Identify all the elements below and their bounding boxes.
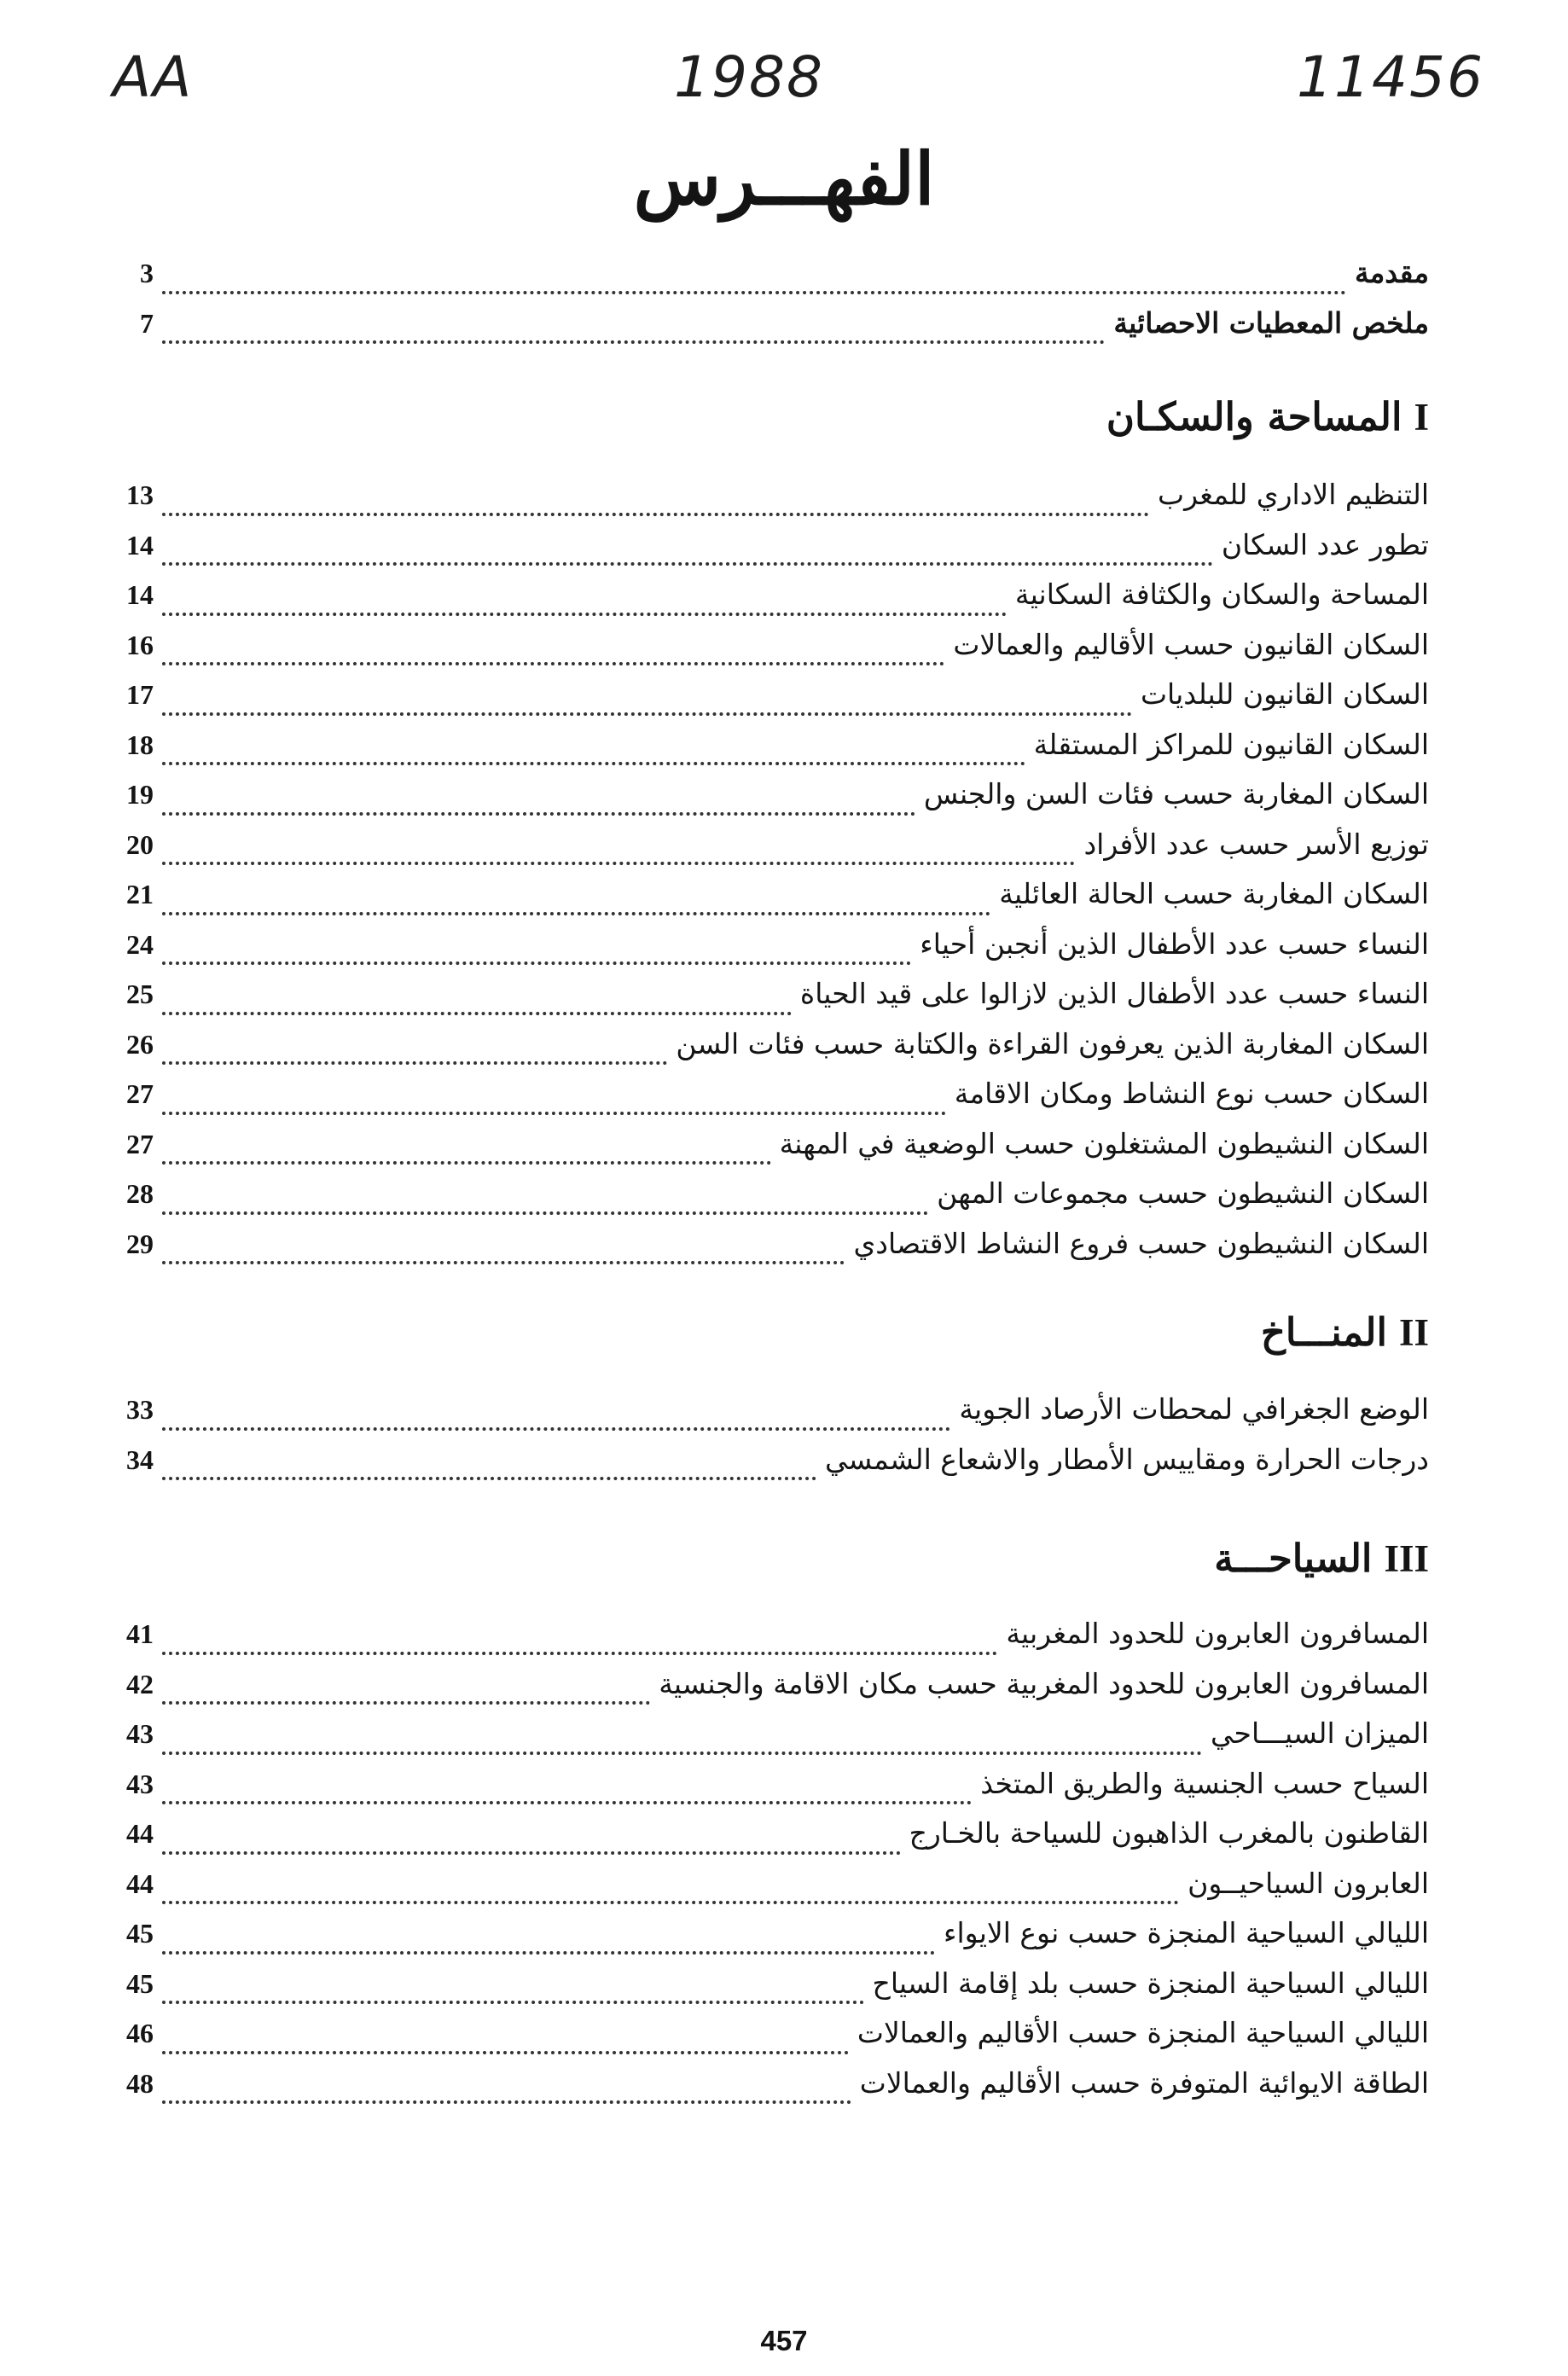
toc-entry [111, 1176, 1429, 1227]
toc-entry [111, 1667, 1429, 1717]
toc-entry [111, 977, 1429, 1027]
toc-entry [111, 1617, 1429, 1667]
entry-page-number: 43 [126, 1768, 154, 1799]
toc-entry [111, 728, 1429, 778]
entry-title: السكان المغاربة حسب الحالة العائلية [999, 877, 1429, 910]
entry-title: التنظيم الاداري للمغرب [1158, 478, 1429, 511]
dot-leader [162, 1261, 845, 1264]
toc-entry [111, 628, 1429, 678]
entry-title: الليالي السياحية المنجزة حسب بلد إقامة السياح [872, 1966, 1429, 2000]
entry-title: السكان القانيون للبلديات [1140, 677, 1429, 711]
entry-title: السكان النشيطون المشتغلون حسب الوضعية في المهنة [779, 1126, 1429, 1160]
dot-leader [162, 2100, 851, 2104]
toc-entry [111, 1127, 1429, 1177]
section-numeral: II [1398, 1311, 1429, 1354]
toc-section-3 [111, 1617, 1429, 2116]
dot-leader [162, 662, 944, 665]
entry-title: السكان النشيطون حسب فروع النشاط الاقتصادي [853, 1226, 1429, 1260]
entry-title: المسافرون العابرون للحدود المغربية حسب مكان الاقامة والجنسية [659, 1666, 1429, 1700]
entry-title: الميزان السيـــاحي [1211, 1717, 1429, 1750]
dot-leader [162, 562, 1213, 566]
entry-page-number: 13 [126, 479, 154, 510]
dot-leader [162, 762, 1025, 765]
entry-page-number: 44 [126, 1818, 154, 1849]
entry-title: السكان النشيطون حسب مجموعات المهن [937, 1176, 1429, 1210]
entry-page-number: 41 [126, 1618, 154, 1649]
toc-entry [111, 1816, 1429, 1867]
toc-entry [111, 256, 1429, 306]
entry-page-number: 21 [126, 879, 154, 909]
entry-title: السكان القانيون حسب الأقاليم والعمالات [953, 627, 1429, 661]
entry-page-number: 42 [126, 1668, 154, 1699]
handwritten-mark-left: AA [113, 44, 194, 110]
section-heading-3 [111, 1536, 1429, 1581]
dot-leader [162, 1112, 946, 1115]
toc-entry [111, 927, 1429, 978]
toc-entry [111, 2066, 1429, 2117]
toc-entry [111, 528, 1429, 578]
toc-entry [111, 1916, 1429, 1966]
toc-entry [111, 677, 1429, 728]
entry-page-number: 34 [126, 1444, 154, 1475]
section-heading-1 [111, 394, 1429, 439]
entry-title: الوضع الجغرافي لمحطات الأرصاد الجوية [959, 1392, 1429, 1426]
toc-entry [111, 777, 1429, 828]
toc-entry [111, 877, 1429, 927]
dot-leader [162, 613, 1007, 616]
dot-leader [162, 1161, 771, 1165]
toc-section-2 [111, 1392, 1429, 1492]
toc-entry [111, 2016, 1429, 2066]
dot-leader [162, 1752, 1202, 1755]
entry-page-number: 44 [126, 1868, 154, 1899]
entry-title: الليالي السياحية المنجزة حسب نوع الايواء [943, 1916, 1429, 1949]
toc-entry [111, 478, 1429, 528]
dot-leader [162, 2051, 849, 2054]
entry-title: الليالي السياحية المنجزة حسب الأقاليم والعمالات [857, 2016, 1429, 2049]
toc-entry [111, 828, 1429, 878]
section-heading-2 [111, 1310, 1429, 1355]
dot-leader [162, 2001, 864, 2004]
dot-leader [162, 961, 911, 965]
entry-page-number: 27 [126, 1128, 154, 1159]
entry-title: السكان المغاربة الذين يعرفون القراءة والكتابة حسب فئات السن [676, 1026, 1429, 1060]
toc-entry [111, 1867, 1429, 1917]
dot-leader [162, 812, 915, 816]
toc-section-1 [111, 478, 1429, 1276]
toc-entry [111, 1717, 1429, 1767]
dot-leader [162, 1851, 901, 1855]
toc-entry [111, 1392, 1429, 1443]
section-numeral: I [1414, 396, 1429, 439]
section-numeral: III [1384, 1537, 1429, 1580]
dot-leader [162, 862, 1075, 865]
toc-entry [111, 1077, 1429, 1127]
dot-leader [162, 1211, 928, 1215]
entry-title: السياح حسب الجنسية والطريق المتخذ [980, 1766, 1429, 1800]
toc-entry [111, 1027, 1429, 1078]
entry-page-number: 3 [140, 258, 154, 288]
entry-title: توزيع الأسر حسب عدد الأفراد [1083, 827, 1429, 861]
entry-page-number: 19 [126, 779, 154, 810]
entry-page-number: 27 [126, 1078, 154, 1109]
entry-page-number: 26 [126, 1028, 154, 1060]
entry-title: المساحة والسكان والكثافة السكانية [1014, 578, 1429, 611]
entry-title: ملخص المعطيات الاحصائية [1113, 305, 1429, 340]
entry-title: درجات الحرارة ومقاييس الأمطار والاشعاع الشمسي [825, 1442, 1429, 1476]
entry-page-number: 25 [126, 979, 154, 1009]
section-title: السياحـــة [1214, 1536, 1373, 1581]
entry-page-number: 48 [126, 2067, 154, 2099]
entry-page-number: 24 [126, 928, 154, 960]
entry-title: المسافرون العابرون للحدود المغربية [1006, 1617, 1429, 1650]
dot-leader [162, 1901, 1179, 1904]
entry-page-number: 45 [126, 1918, 154, 1949]
dot-leader [162, 1801, 972, 1804]
entry-page-number: 18 [126, 729, 154, 760]
entry-title: مقدمة [1354, 256, 1429, 289]
section-title: المنـــاخ [1260, 1310, 1387, 1355]
toc-entry [111, 578, 1429, 628]
toc-entry [111, 1443, 1429, 1493]
entry-title: العابرون السياحيــون [1188, 1866, 1429, 1900]
entry-page-number: 20 [126, 828, 154, 860]
toc-entry [111, 1227, 1429, 1277]
handwritten-mark-center: 1988 [674, 44, 824, 110]
entry-page-number: 17 [126, 679, 154, 710]
toc-front-matter [111, 256, 1429, 356]
dot-leader [162, 1701, 650, 1705]
dot-leader [162, 1477, 816, 1480]
entry-title: القاطنون بالمغرب الذاهبون للسياحة بالخـارج [909, 1816, 1429, 1850]
entry-page-number: 43 [126, 1718, 154, 1749]
entry-page-number: 46 [126, 2018, 154, 2048]
dot-leader [162, 1427, 950, 1431]
entry-page-number: 28 [126, 1178, 154, 1209]
entry-title: السكان القانيون للمراكز المستقلة [1033, 727, 1429, 761]
entry-page-number: 45 [126, 1967, 154, 1999]
page-number: 457 [760, 2325, 808, 2356]
handwritten-mark-right: 11456 [1297, 44, 1484, 110]
dot-leader [162, 340, 1105, 344]
entry-title: السكان المغاربة حسب فئات السن والجنس [923, 777, 1429, 810]
entry-page-number: 29 [126, 1228, 154, 1259]
entry-title: تطور عدد السكان [1221, 527, 1429, 561]
toc-entry [111, 1767, 1429, 1817]
entry-title: النساء حسب عدد الأطفال الذين لازالوا على قيد الحياة [799, 977, 1429, 1010]
entry-page-number: 14 [126, 579, 154, 610]
dot-leader [162, 513, 1149, 516]
entry-title: السكان حسب نوع النشاط ومكان الاقامة [954, 1077, 1429, 1110]
entry-title: النساء حسب عدد الأطفال الذين أنجبن أحياء [920, 927, 1429, 961]
dot-leader [162, 1061, 667, 1065]
toc-entry [111, 1966, 1429, 2017]
dot-leader [162, 712, 1132, 716]
entry-title: الطاقة الايوائية المتوفرة حسب الأقاليم والعمالات [859, 2065, 1429, 2100]
entry-page-number: 14 [126, 529, 154, 561]
entry-page-number: 7 [140, 307, 154, 339]
page-title: الفهـــرس [633, 137, 935, 221]
entry-page-number: 33 [126, 1394, 154, 1425]
dot-leader [162, 291, 1346, 294]
dot-leader [162, 1951, 935, 1955]
dot-leader [162, 1652, 997, 1655]
entry-page-number: 16 [126, 629, 154, 660]
dot-leader [162, 1012, 792, 1015]
toc-entry [111, 306, 1429, 357]
section-title: المساحة والسكـان [1106, 394, 1402, 439]
dot-leader [162, 912, 990, 915]
